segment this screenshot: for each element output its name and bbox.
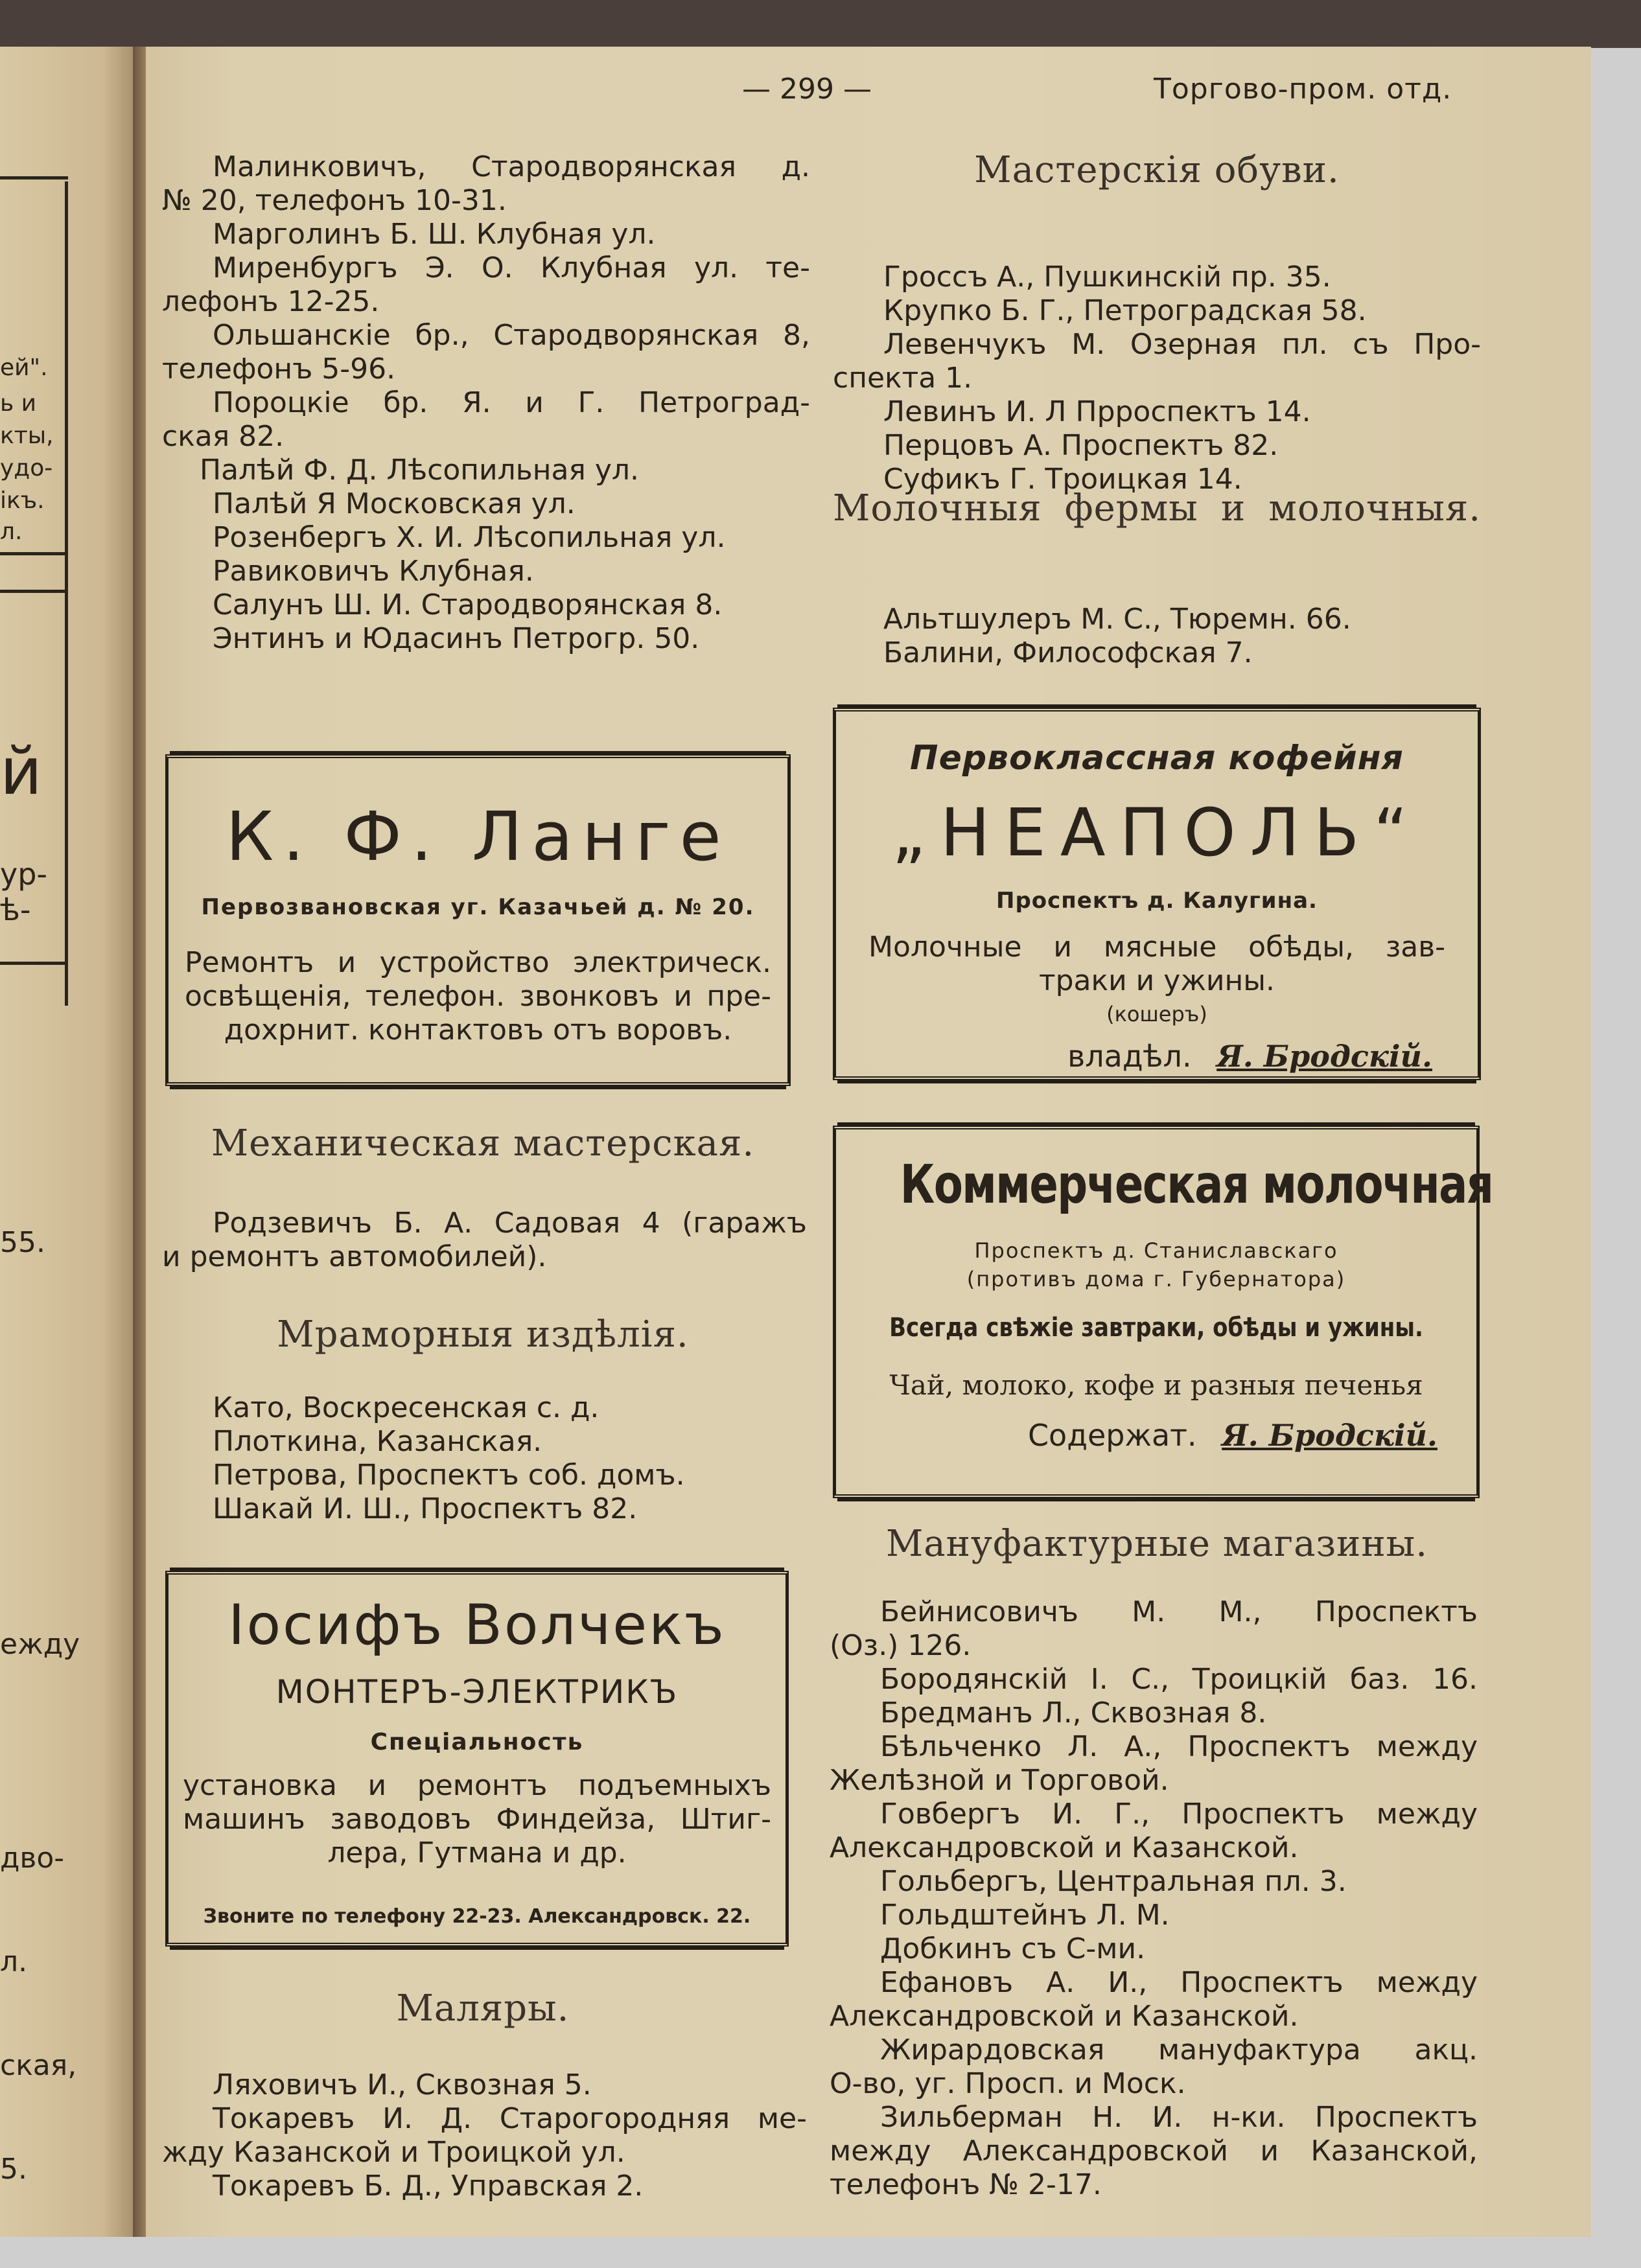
entry-line: Равиковичъ Клубная.	[213, 555, 534, 588]
ad-volchek-specialty: Спеціальность	[370, 1729, 584, 1755]
left-fragment: 55.	[0, 1226, 45, 1259]
entry-line: жду Казанской и Троицкой ул.	[162, 2136, 625, 2169]
ad-napoli-address: Проспектъ д. Калугина.	[996, 888, 1318, 914]
entry-line: лефонъ 12-25.	[162, 285, 380, 318]
section-title-shoes: Мастерскія обуви.	[974, 149, 1340, 191]
entry-line: Гольдштейнъ Л. М.	[880, 1899, 1170, 1932]
entry-line: Гольбергъ, Центральная пл. 3.	[880, 1865, 1347, 1898]
entry-line: Зильберман Н. И. н-ки. Проспектъ	[880, 2101, 1478, 2134]
left-fragment: ь и	[0, 390, 37, 417]
left-fragment: удо-	[0, 455, 53, 481]
ad-lange-line: Ремонтъ и устройство электрическ.	[185, 946, 771, 979]
ad-napoli-note: (кошеръ)	[1106, 1002, 1207, 1026]
entry-line: Като, Воскресенская с. д.	[213, 1391, 599, 1424]
left-fragment: л.	[0, 1945, 28, 1978]
ad-lange-name: К. Ф. Ланге	[226, 797, 730, 876]
entry-line: Гроссъ А., Пушкинскій пр. 35.	[883, 260, 1331, 294]
entry-line: ская 82.	[162, 420, 285, 453]
entry-line: Бѣльченко Л. А., Проспектъ между	[880, 1730, 1478, 1763]
ad-napoli-line: траки и ужины.	[1038, 964, 1275, 997]
entry-line: Левенчукъ М. Озерная пл. съ Про-	[883, 328, 1481, 361]
entry-line: спекта 1.	[833, 362, 973, 395]
entry-line: Пороцкіе бр. Я. и Г. Петроград-	[213, 386, 810, 419]
left-fragment: ѣ-	[0, 892, 31, 927]
entry-line: Ляховичъ И., Сквозная 5.	[213, 2068, 592, 2101]
entry-line: Ефановъ А. И., Проспектъ между	[880, 1966, 1478, 1999]
entry-line: между Александровской и Казанской,	[830, 2135, 1478, 2168]
entry-line: Суфикъ Г. Троицкая 14.	[883, 463, 1242, 496]
entry-line: Говбергъ И. Г., Проспектъ между	[880, 1798, 1478, 1831]
entry-line: Плоткина, Казанская.	[213, 1425, 542, 1458]
entry-line: Палѣй Ф. Д. Лѣсопильная ул.	[200, 454, 640, 487]
scan-top-edge	[0, 0, 1641, 48]
entry-line: Бородянскій І. С., Троицкій баз. 16.	[880, 1663, 1478, 1696]
scan-bottom-edge	[0, 2237, 1641, 2268]
ad-lange-line: дохрнит. контактовъ отъ воровъ.	[224, 1013, 732, 1047]
entry-line: Шакай И. Ш., Проспектъ 82.	[213, 1492, 638, 1525]
entry-line: № 20, телефонъ 10-31.	[162, 184, 507, 217]
previous-page-edge	[0, 47, 146, 2237]
entry-line: Добкинъ съ С-ми.	[880, 1932, 1146, 1965]
entry-line: Крупко Б. Г., Петроградская 58.	[883, 294, 1367, 327]
entry-line: и ремонтъ автомобилей).	[162, 1240, 547, 1273]
entry-line: Перцовъ А. Проспектъ 82.	[883, 429, 1279, 462]
ad-commercial-address: (противъ дома г. Губернатора)	[966, 1267, 1346, 1291]
entry-line: Балини, Философская 7.	[883, 636, 1253, 669]
left-fragment: кты,	[0, 422, 54, 449]
entry-line: Альтшулеръ М. С., Тюремн. 66.	[883, 603, 1351, 636]
entry-line: Желѣзной и Торговой.	[830, 1764, 1169, 1797]
ad-napoli-name: „НЕАПОЛЬ“	[891, 794, 1423, 872]
section-title-mechanical: Механическая мастерская.	[211, 1122, 755, 1164]
ad-napoli-owner-signature: Я. Бродскій.	[1216, 1039, 1432, 1074]
section-title-painters: Маляры.	[396, 1987, 570, 2030]
ad-napoli	[833, 708, 1481, 1080]
entry-line: телефонъ № 2-17.	[830, 2168, 1102, 2201]
left-column-directory	[162, 150, 810, 656]
page	[146, 47, 1591, 2237]
ad-volchek-profession: МОНТЕРЪ-ЭЛЕКТРИКЪ	[275, 1673, 679, 1711]
entry-line: Бредманъ Л., Сквозная 8.	[880, 1696, 1267, 1730]
left-fragment: ежду	[0, 1628, 80, 1661]
left-fragment: л.	[0, 518, 23, 545]
section-title-marble: Мраморныя издѣлія.	[277, 1313, 689, 1356]
ad-napoli-tagline: Первоклассная кофейня	[910, 739, 1404, 778]
entry-line: Токаревъ И. Д. Старогородняя ме-	[213, 2102, 807, 2135]
ad-volchek-line: машинъ заводовъ Финдейза, Штиг-	[183, 1803, 771, 1836]
entry-line: телефонъ 5-96.	[162, 353, 396, 386]
entry-line: Энтинъ и Юдасинъ Петрогр. 50.	[213, 622, 700, 655]
entry-line: Токаревъ Б. Д., Управская 2.	[213, 2170, 644, 2203]
ad-volchek-line: лера, Гутмана и др.	[327, 1836, 627, 1869]
section-title-dairy: Молочныя фермы и молочныя.	[833, 487, 1481, 529]
entry-line: Розенбергъ Х. И. Лѣсопильная ул.	[213, 521, 726, 554]
ad-volchek	[165, 1571, 789, 1947]
ad-commercial-name: Коммерческая молочная	[900, 1154, 1493, 1216]
entry-line: Бейнисовичъ М. М., Проспектъ	[880, 1595, 1478, 1628]
entry-line: (Оз.) 126.	[830, 1629, 972, 1662]
left-fragment: 5.	[0, 2153, 27, 2186]
entry-line: Левинъ И. Л Прроспектъ 14.	[883, 395, 1311, 428]
ad-commercial-owner-label: Содержат.	[1027, 1418, 1197, 1453]
entry-line: Александровской и Казанской.	[830, 2000, 1299, 2033]
ad-volchek-phone: Звоните по телефону 22-23. Александровск. 22.	[203, 1905, 751, 1928]
ad-lange-line: освѣщенія, телефон. звонковъ и пре-	[185, 980, 771, 1013]
entry-line: О-во, уг. Просп. и Моск.	[830, 2067, 1186, 2100]
page-number: — 299 —	[742, 73, 872, 106]
section-title-textile: Мануфактурные магазины.	[885, 1523, 1428, 1565]
ad-lange	[165, 754, 791, 1086]
entry-line: Александровской и Казанской.	[830, 1831, 1299, 1864]
ad-napoli-line: Молочные и мясные обѣды, зав-	[868, 931, 1445, 964]
left-fragment: ей".	[0, 354, 48, 381]
left-fragment: дво-	[0, 1842, 65, 1875]
ad-commercial-line: Чай, молоко, кофе и разныя печенья	[889, 1369, 1423, 1401]
entry-line: Ольшанскіе бр., Стародворянская 8,	[213, 319, 810, 352]
entry-line: Петрова, Проспектъ соб. домъ.	[213, 1459, 685, 1492]
entry-line: Малинковичъ, Стародворянская д.	[213, 150, 810, 183]
left-fragment: й	[0, 734, 42, 809]
left-fragment: ская,	[0, 2049, 77, 2082]
section-heading: Торгово-пром. отд.	[1154, 73, 1452, 106]
ad-commercial-owner-signature: Я. Бродскій.	[1222, 1418, 1437, 1453]
entry-line: Марголинъ Б. Ш. Клубная ул.	[213, 218, 656, 251]
ad-napoli-owner-label: владѣл.	[1067, 1039, 1192, 1074]
ad-commercial-dairy	[833, 1126, 1493, 1498]
entry-line: Жирардовская мануфактура акц.	[880, 2033, 1478, 2066]
entry-line: Палѣй Я Московская ул.	[213, 487, 576, 520]
left-fragment: ікъ.	[0, 487, 45, 514]
ad-commercial-address: Проспектъ д. Станиславскаго	[974, 1238, 1338, 1263]
entry-line: Салунъ Ш. И. Стародворянская 8.	[213, 588, 723, 621]
entry-line: Миренбургъ Э. О. Клубная ул. те-	[213, 251, 810, 284]
left-fragment: ур-	[0, 857, 48, 892]
ad-commercial-slogan: Всегда свѣжіе завтраки, обѣды и ужины.	[889, 1313, 1423, 1343]
ad-lange-address: Первозвановская уг. Казачьей д. № 20.	[201, 894, 755, 920]
ad-volchek-name: Іосифъ Волчекъ	[228, 1593, 726, 1658]
ad-volchek-line: установка и ремонтъ подъемныхъ	[183, 1769, 771, 1802]
entry-line: Родзевичъ Б. А. Садовая 4 (гаражъ	[213, 1207, 807, 1240]
